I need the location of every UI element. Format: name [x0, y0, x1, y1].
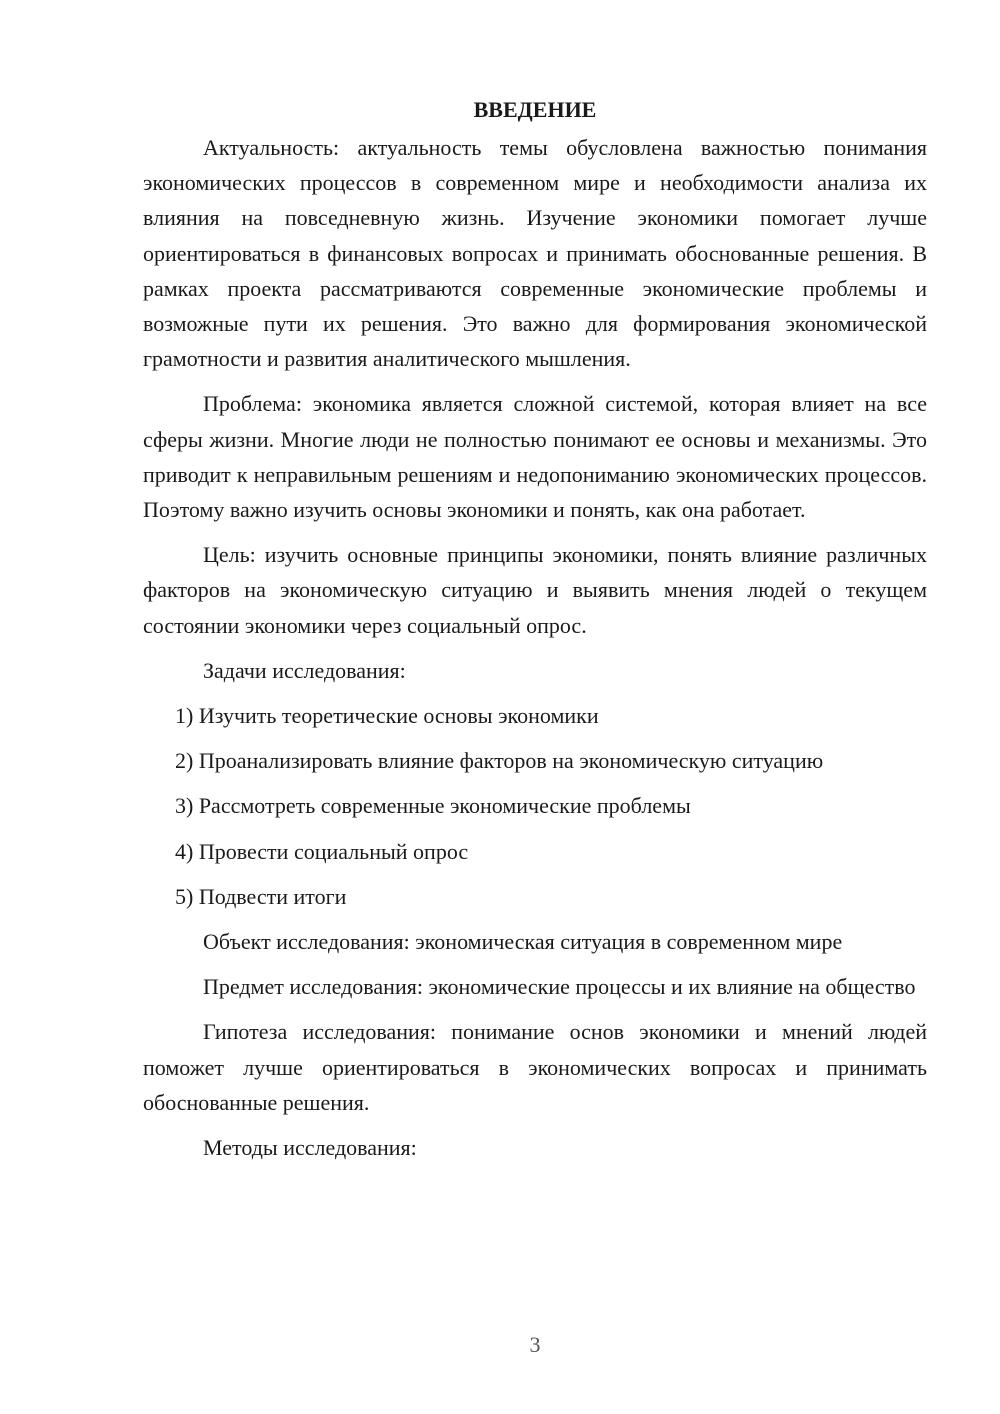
list-item: 3) Рассмотреть современные экономические проблемы	[175, 793, 691, 819]
hypothesis-paragraph: Гипотеза исследования: понимание основ экономики и мнений людей поможет лучше ориентироваться в экономических вопросах и принимать обоснованные решения.	[143, 1019, 927, 1115]
methods-title: Методы исследования:	[203, 1135, 417, 1161]
list-item: 4) Провести социальный опрос	[175, 838, 469, 864]
page-number: 3	[529, 1332, 541, 1357]
list-item: 1) Изучить теоретические основы экономики	[175, 703, 599, 729]
subject-paragraph: Предмет исследования: экономические процессы и их влияние на общество	[203, 974, 916, 1000]
tasks-list	[143, 698, 927, 914]
relevance-paragraph: Актуальность: актуальность темы обусловлена важностью понимания экономических процессов в современном мире и необходимости анализа их влияния на повседневную жизнь. Изучение экономики помогает лучше ориентироваться в финансовых вопросах и принимать обоснованные решения. В рамках проекта рассматриваются современные экономические проблемы и возможные пути их решения. Это важно для формирования экономической грамотности и развития аналитического мышления.	[143, 135, 927, 372]
problem-paragraph: Проблема: экономика является сложной системой, которая влияет на все сферы жизни. Многие люди не полностью понимают ее основы и механизмы. Это приводит к неправильным решениям и недопониманию экономических процессов. Поэтому важно изучить основы экономики и понять, как она работает.	[143, 391, 927, 523]
list-item: 5) Подвести итоги	[175, 883, 347, 909]
goal-paragraph: Цель: изучить основные принципы экономики, понять влияние различных факторов на экономическую ситуацию и выявить мнения людей о текущем состоянии экономики через социальный опрос.	[143, 542, 927, 638]
document-page	[143, 92, 927, 1165]
tasks-title: Задачи исследования:	[203, 657, 406, 683]
page-heading: ВВЕДЕНИЕ	[473, 97, 597, 122]
object-paragraph: Объект исследования: экономическая ситуация в современном мире	[203, 929, 843, 955]
list-item: 2) Проанализировать влияние факторов на экономическую ситуацию	[175, 748, 824, 774]
